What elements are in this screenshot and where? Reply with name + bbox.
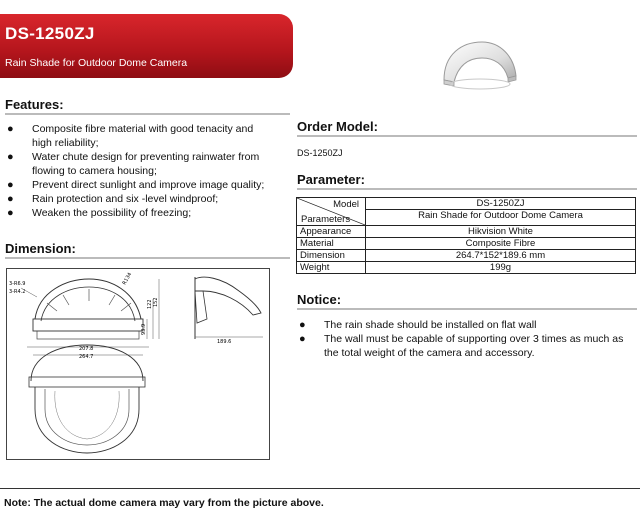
technical-drawing bbox=[7, 269, 269, 459]
features-heading: Features: bbox=[5, 97, 64, 112]
dim-label: 122 bbox=[147, 299, 153, 309]
table-row: Material Composite Fibre bbox=[297, 238, 636, 250]
dim-label: 189.6 bbox=[217, 339, 232, 345]
bullet-icon: ● bbox=[7, 193, 14, 205]
product-subtitle: Rain Shade for Outdoor Dome Camera bbox=[5, 57, 188, 69]
dimension-drawing bbox=[6, 268, 270, 460]
order-model-code: DS-1250ZJ bbox=[297, 148, 343, 158]
parameter-heading: Parameter: bbox=[297, 172, 365, 187]
model-value: DS-1250ZJ bbox=[366, 198, 636, 210]
list-item: ● The rain shade should be installed on flat wall bbox=[299, 319, 537, 331]
list-item: ● Weaken the possibility of freezing; bbox=[7, 207, 192, 219]
footer-divider bbox=[0, 488, 640, 489]
bullet-icon: ● bbox=[7, 179, 14, 191]
list-item: ● Rain protection and six -level windproof; bbox=[7, 193, 219, 205]
bullet-icon: ● bbox=[7, 151, 14, 163]
dim-label: 93.9 bbox=[141, 323, 147, 335]
dim-label: 264.7 bbox=[79, 354, 94, 360]
notice-heading: Notice: bbox=[297, 292, 341, 307]
parameters-header: Parameters bbox=[301, 214, 351, 225]
dimension-heading: Dimension: bbox=[5, 241, 76, 256]
list-item: ● Prevent direct sunlight and improve image quality; bbox=[7, 179, 265, 191]
dim-label: 3-R6.9 bbox=[9, 281, 26, 287]
rain-shade-product-image bbox=[438, 36, 520, 94]
product-model-title: DS-1250ZJ bbox=[5, 24, 95, 43]
bullet-icon: ● bbox=[7, 123, 14, 135]
dim-label: 207.8 bbox=[79, 346, 94, 352]
list-item: ● The wall must be capable of supporting over 3 times as much as the total weight of the camera and accessory. bbox=[299, 333, 624, 359]
bullet-icon: ● bbox=[299, 319, 306, 331]
table-row: Dimension 264.7*152*189.6 mm bbox=[297, 250, 636, 262]
footer-note: Note: The actual dome camera may vary from the picture above. bbox=[4, 497, 324, 509]
features-list bbox=[5, 122, 270, 220]
header-banner bbox=[0, 14, 293, 78]
parameter-table bbox=[296, 197, 636, 274]
bullet-icon: ● bbox=[299, 333, 306, 345]
list-item: ● Composite fibre material with good tenacity and high reliability; bbox=[7, 123, 254, 149]
dim-label: 152 bbox=[153, 297, 159, 307]
model-description: Rain Shade for Outdoor Dome Camera bbox=[366, 210, 636, 226]
table-row: Weight 199g bbox=[297, 262, 636, 274]
order-model-heading: Order Model: bbox=[297, 119, 378, 134]
table-header-diagonal bbox=[297, 198, 366, 226]
table-row: Appearance Hikvision White bbox=[297, 226, 636, 238]
dim-label: 3-R4.2 bbox=[9, 289, 26, 295]
bullet-icon: ● bbox=[7, 207, 14, 219]
model-header: Model bbox=[333, 199, 359, 210]
notice-list bbox=[297, 318, 637, 360]
list-item: ● Water chute design for preventing rainwater from flowing to camera housing; bbox=[7, 151, 260, 177]
dim-label: R134 bbox=[121, 271, 134, 286]
